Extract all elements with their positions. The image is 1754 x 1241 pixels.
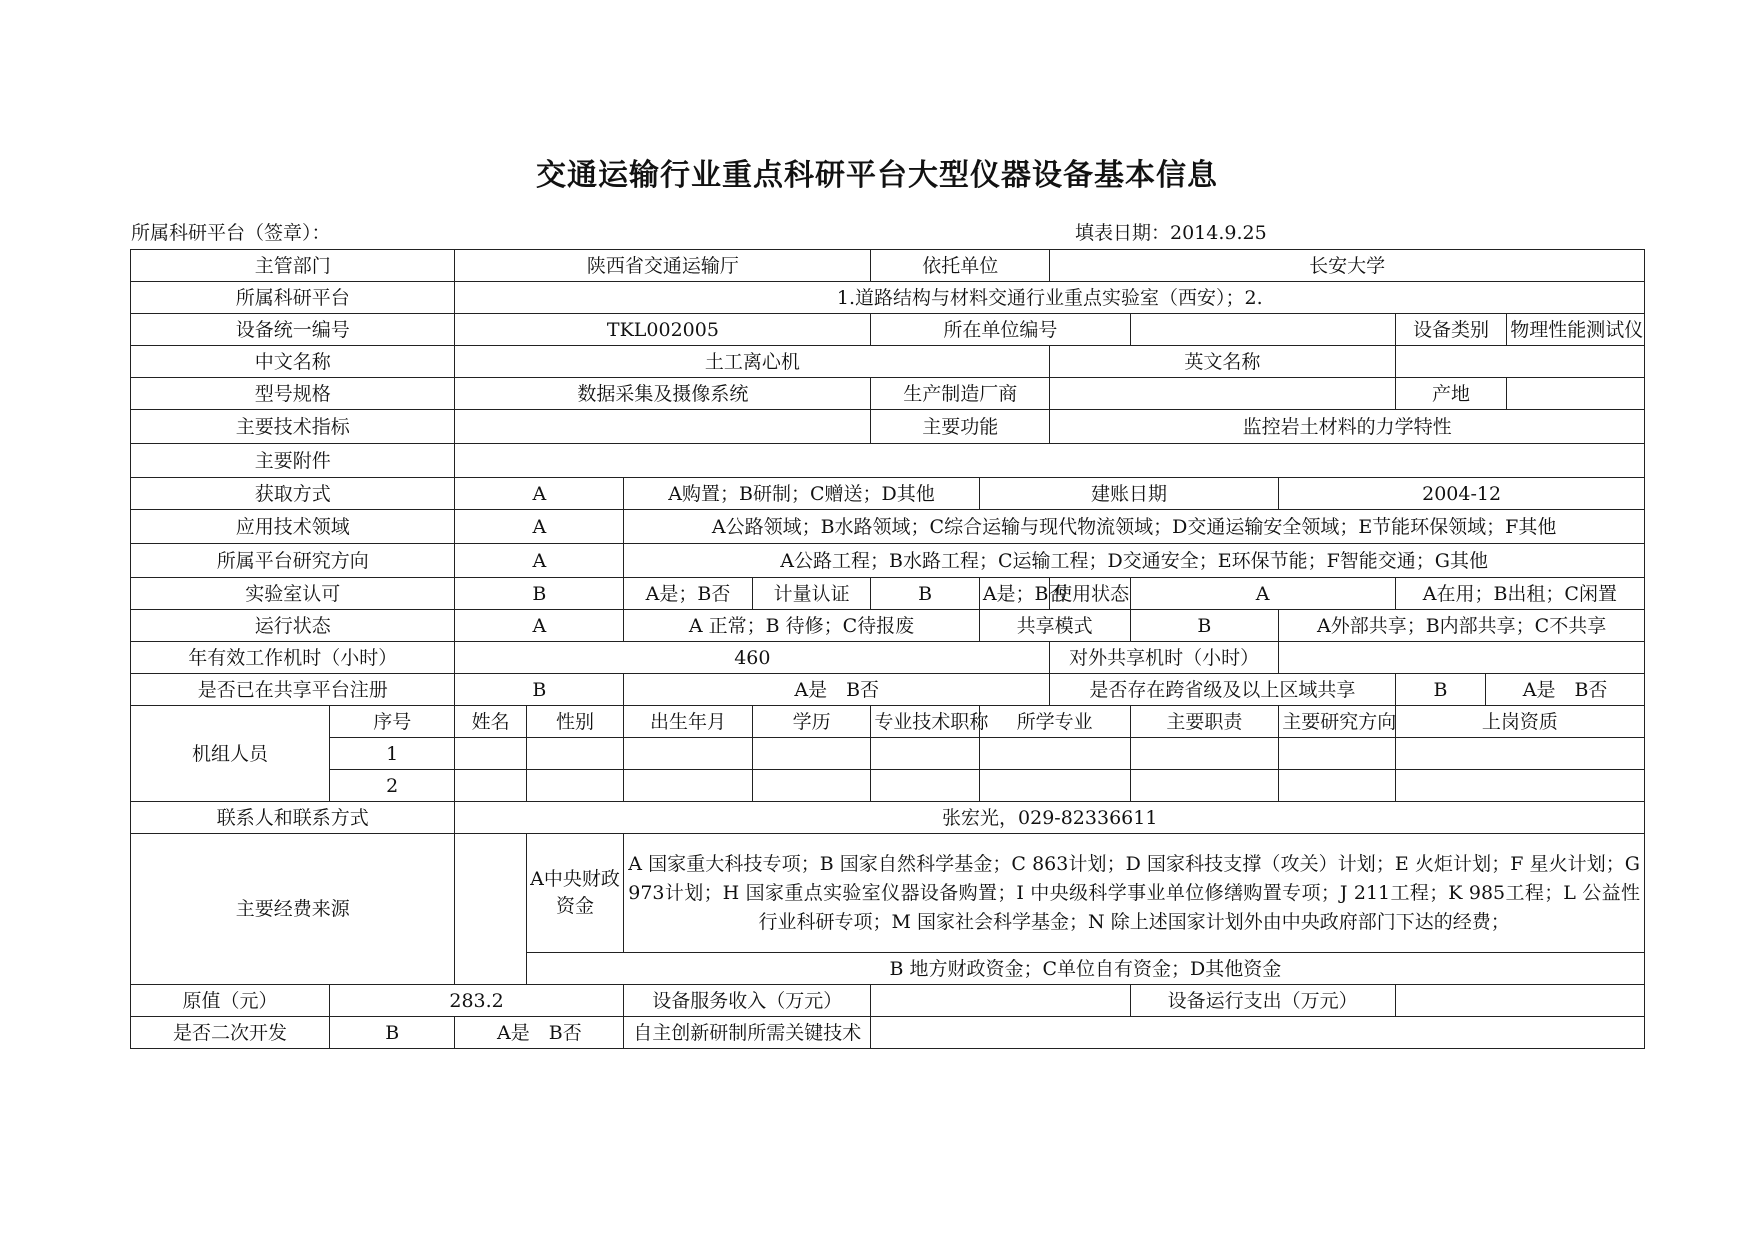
function-label: 主要功能 <box>871 410 1050 444</box>
staff-header: 学历 <box>752 706 871 738</box>
staff-cell <box>1395 738 1644 770</box>
acquire-value: A <box>455 478 624 510</box>
en-name-label: 英文名称 <box>1050 346 1396 378</box>
row-price <box>131 985 1645 1017</box>
platform-value: 1.道路结构与材料交通行业重点实验室（西安）；2. <box>455 282 1645 314</box>
staff-cell <box>871 770 979 802</box>
unit-code-label: 所在单位编号 <box>871 314 1130 346</box>
category-value: 物理性能测试仪 <box>1507 314 1645 346</box>
innovation-value <box>871 1017 1645 1049</box>
direction-label: 所属平台研究方向 <box>131 544 455 578</box>
staff-cell <box>624 738 753 770</box>
run-cost-value <box>1395 985 1644 1017</box>
staff-header: 姓名 <box>455 706 526 738</box>
row-registered <box>131 674 1645 706</box>
staff-header: 所学专业 <box>979 706 1130 738</box>
row-acquire <box>131 478 1645 510</box>
lab-value: B <box>455 578 624 610</box>
direction-value: A <box>455 544 624 578</box>
staff-no: 1 <box>329 738 455 770</box>
code-label: 设备统一编号 <box>131 314 455 346</box>
row-direction <box>131 544 1645 578</box>
row-code <box>131 314 1645 346</box>
price-label: 原值（元） <box>131 985 330 1017</box>
accessory-label: 主要附件 <box>131 444 455 478</box>
staff-cell <box>752 738 871 770</box>
field-label: 应用技术领域 <box>131 510 455 544</box>
accessory-value <box>455 444 1645 478</box>
acquire-label: 获取方式 <box>131 478 455 510</box>
equipment-info-table <box>130 249 1645 1049</box>
service-income-label: 设备服务收入（万元） <box>624 985 871 1017</box>
hours-label: 年有效工作机时（小时） <box>131 642 455 674</box>
model-value: 数据采集及摄像系统 <box>455 378 871 410</box>
share-mode-label: 共享模式 <box>979 610 1130 642</box>
row-department <box>131 250 1645 282</box>
price-value: 283.2 <box>329 985 623 1017</box>
code-value: TKL002005 <box>455 314 871 346</box>
staff-cell <box>1130 770 1279 802</box>
share-mode-options: A外部共享；B内部共享；C不共享 <box>1279 610 1645 642</box>
staff-header: 上岗资质 <box>1395 706 1644 738</box>
staff-cell <box>1130 738 1279 770</box>
acquire-options: A购置；B研制；C赠送；D其他 <box>624 478 980 510</box>
row-hours <box>131 642 1645 674</box>
run-cost-label: 设备运行支出（万元） <box>1130 985 1395 1017</box>
platform-seal-label: 所属科研平台（签章）： <box>131 222 331 244</box>
innovation-label: 自主创新研制所需关键技术 <box>624 1017 871 1049</box>
staff-header: 主要职责 <box>1130 706 1279 738</box>
dept-value: 陕西省交通运输厅 <box>455 250 871 282</box>
row-secondary <box>131 1017 1645 1049</box>
registered-label: 是否已在共享平台注册 <box>131 674 455 706</box>
cross-options: A是 B否 <box>1486 674 1645 706</box>
row-model <box>131 378 1645 410</box>
fund-other-text: B 地方财政资金；C单位自有资金；D其他资金 <box>526 953 1644 985</box>
metrology-options: A是；B否 <box>979 578 1049 610</box>
origin-value <box>1507 378 1645 410</box>
direction-options: A公路工程；B水路工程；C运输工程；D交通安全；E环保节能；F智能交通；G其他 <box>624 544 1645 578</box>
account-date-value: 2004-12 <box>1279 478 1645 510</box>
cn-name-label: 中文名称 <box>131 346 455 378</box>
staff-cell <box>979 738 1130 770</box>
staff-no: 2 <box>329 770 455 802</box>
page-title: 交通运输行业重点科研平台大型仪器设备基本信息 <box>536 158 1218 193</box>
metrology-label: 计量认证 <box>752 578 871 610</box>
registered-value: B <box>455 674 624 706</box>
staff-label: 机组人员 <box>131 706 330 802</box>
row-field <box>131 510 1645 544</box>
staff-cell <box>624 770 753 802</box>
platform-label: 所属科研平台 <box>131 282 455 314</box>
host-value: 长安大学 <box>1050 250 1645 282</box>
secondary-label: 是否二次开发 <box>131 1017 330 1049</box>
en-name-value <box>1395 346 1644 378</box>
cn-name-value: 土工离心机 <box>455 346 1050 378</box>
staff-cell <box>455 738 526 770</box>
row-name <box>131 346 1645 378</box>
dept-label: 主管部门 <box>131 250 455 282</box>
lab-options: A是；B否 <box>624 578 753 610</box>
function-value: 监控岩土材料的力学特性 <box>1050 410 1645 444</box>
run-value: A <box>455 610 624 642</box>
hours-value: 460 <box>455 642 1050 674</box>
model-label: 型号规格 <box>131 378 455 410</box>
maker-label: 生产制造厂商 <box>871 378 1050 410</box>
staff-cell <box>752 770 871 802</box>
row-platform <box>131 282 1645 314</box>
fund-label: 主要经费来源 <box>131 834 455 985</box>
registered-options: A是 B否 <box>624 674 1050 706</box>
staff-header: 序号 <box>329 706 455 738</box>
host-label: 依托单位 <box>871 250 1050 282</box>
staff-cell <box>455 770 526 802</box>
staff-header: 出生年月 <box>624 706 753 738</box>
row-staff-header <box>131 706 1645 738</box>
cross-value: B <box>1395 674 1485 706</box>
origin-label: 产地 <box>1395 378 1507 410</box>
metrology-value: B <box>871 578 979 610</box>
maker-value <box>1050 378 1396 410</box>
row-spec <box>131 410 1645 444</box>
run-options: A 正常；B 待修；C待报废 <box>624 610 980 642</box>
field-options: A公路领域；B水路领域；C综合运输与现代物流领域；D交通运输安全领域；E节能环保领域；F其他 <box>624 510 1645 544</box>
row-fund-central <box>131 834 1645 953</box>
row-lab <box>131 578 1645 610</box>
staff-cell <box>526 738 623 770</box>
use-value: A <box>1130 578 1395 610</box>
contact-value: 张宏光，029-82336611 <box>455 802 1645 834</box>
use-options: A在用；B出租；C闲置 <box>1395 578 1644 610</box>
row-accessory <box>131 444 1645 478</box>
fill-date: 填表日期：2014.9.25 <box>1075 222 1267 244</box>
share-hours-label: 对外共享机时（小时） <box>1050 642 1279 674</box>
fund-central-label: A中央财政资金 <box>526 834 623 953</box>
lab-label: 实验室认可 <box>131 578 455 610</box>
run-label: 运行状态 <box>131 610 455 642</box>
service-income-value <box>871 985 1130 1017</box>
field-value: A <box>455 510 624 544</box>
unit-code-value <box>1130 314 1395 346</box>
staff-cell <box>1395 770 1644 802</box>
contact-label: 联系人和联系方式 <box>131 802 455 834</box>
row-contact <box>131 802 1645 834</box>
fund-blank <box>455 834 526 985</box>
category-label: 设备类别 <box>1395 314 1507 346</box>
share-hours-value <box>1279 642 1645 674</box>
account-date-label: 建账日期 <box>979 478 1278 510</box>
row-run <box>131 610 1645 642</box>
staff-header: 专业技术职称 <box>871 706 979 738</box>
staff-cell <box>526 770 623 802</box>
spec-label: 主要技术指标 <box>131 410 455 444</box>
staff-header: 主要研究方向 <box>1279 706 1396 738</box>
fund-central-text: A 国家重大科技专项；B 国家自然科学基金；C 863计划；D 国家科技支撑（攻关）计划；E 火炬计划；F 星火计划；G 973计划；H 国家重点实验室仪器设备购置；I 中央级科学事业单位修缮购置专项；J 211工程；K 985工程；L 公益性行业科研专项；M 国家社会科学基金；N 除上述国家计划外由中央政府部门下达的经费； <box>624 834 1645 953</box>
cross-label: 是否存在跨省级及以上区域共享 <box>1050 674 1396 706</box>
secondary-value: B <box>329 1017 455 1049</box>
table-row <box>131 738 1645 770</box>
staff-header: 性别 <box>526 706 623 738</box>
table-row <box>131 770 1645 802</box>
spec-value <box>455 410 871 444</box>
use-label: 使用状态 <box>1050 578 1130 610</box>
staff-cell <box>1279 738 1396 770</box>
secondary-options: A是 B否 <box>455 1017 624 1049</box>
staff-cell <box>1279 770 1396 802</box>
share-mode-value: B <box>1130 610 1279 642</box>
staff-cell <box>871 738 979 770</box>
staff-cell <box>979 770 1130 802</box>
